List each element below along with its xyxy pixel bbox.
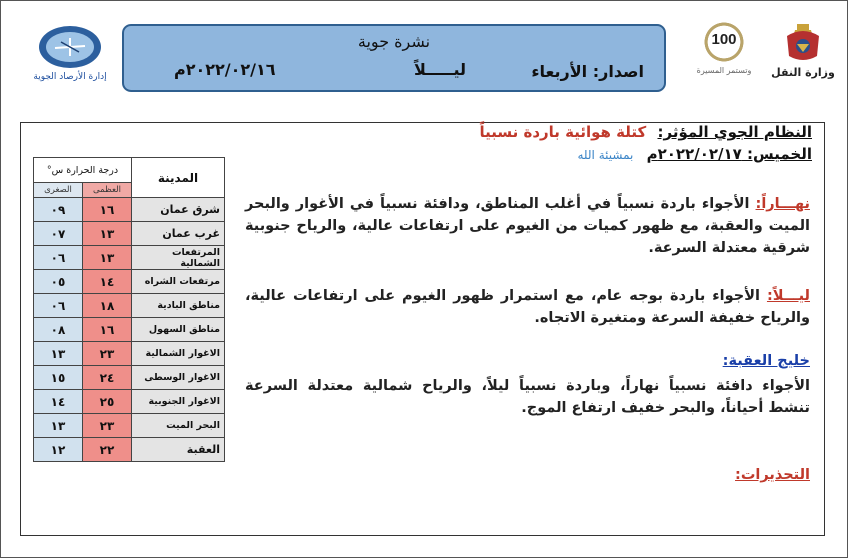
table-row (34, 198, 225, 222)
table-row (34, 294, 225, 318)
min-temp: ٠٦ (34, 246, 83, 270)
centennial-number: 100 (711, 31, 737, 48)
max-temp: ١٦ (83, 318, 132, 342)
period-label: ليـــــلاً (414, 60, 467, 79)
gulf-heading: خليج العقبة: (722, 353, 810, 369)
table-row (34, 366, 225, 390)
issue-date: ٢٠٢٢/٠٢/١٦م (174, 60, 276, 79)
night-heading: ليـــلاً: (766, 288, 810, 304)
table-row (34, 390, 225, 414)
table-row (34, 414, 225, 438)
table-row (34, 318, 225, 342)
temperature-header: درجة الحرارة س° (34, 158, 132, 183)
city-name: الاغوار الشمالية (132, 342, 225, 366)
city-temperature-table (33, 157, 225, 462)
jordan-crest-icon (783, 22, 823, 64)
min-temp: ٠٧ (34, 222, 83, 246)
table-row (34, 270, 225, 294)
max-temp: ١٤ (83, 270, 132, 294)
city-name: مناطق البادية (132, 294, 225, 318)
table-row (34, 438, 225, 462)
city-name: المرتفعات الشمالية (132, 246, 225, 270)
met-department-logo (20, 24, 120, 82)
warnings-heading: التحذيرات: (735, 467, 810, 483)
max-temp: ٢٣ (83, 414, 132, 438)
synoptic-value: كتلة هوائية باردة نسبياً (479, 123, 647, 141)
city-name: البحر الميت (132, 414, 225, 438)
ministry-name: وزارة النقل (771, 66, 835, 79)
max-temp: ٢٢ (83, 438, 132, 462)
min-temp: ٠٥ (34, 270, 83, 294)
ministry-logo (768, 22, 838, 79)
gulf-text: الأجواء دافئة نسبياً نهاراً، وباردة نسبياً ليلاً، والرياح شمالية معتدلة السرعة تنشط أحياناً، والبحر خفيف ارتفاع الموج. (245, 378, 810, 416)
max-temp: ١٨ (83, 294, 132, 318)
table-row (34, 342, 225, 366)
max-temp: ٢٣ (83, 342, 132, 366)
min-temp: ٠٨ (34, 318, 83, 342)
min-temp: ٠٩ (34, 198, 83, 222)
bulletin-title: نشرة جوية (357, 32, 431, 51)
city-name: شرق عمان (132, 198, 225, 222)
night-forecast (245, 285, 810, 329)
city-name: مناطق السهول (132, 318, 225, 342)
max-temp: ١٣ (83, 222, 132, 246)
city-name: غرب عمان (132, 222, 225, 246)
min-temp: ١٣ (34, 414, 83, 438)
bulletin-banner (122, 24, 666, 92)
city-name: الاغوار الجنوبية (132, 390, 225, 414)
max-temp: ٢٤ (83, 366, 132, 390)
max-header: العظمى (83, 183, 132, 198)
synoptic-line (479, 123, 812, 141)
min-temp: ١٢ (34, 438, 83, 462)
city-column-header: المدينة (132, 158, 225, 198)
forecast-panel (20, 122, 825, 536)
day-text: الأجواء باردة نسبياً في أغلب المناطق، ودافئة نسبياً في الأغوار والبحر الميت والعقبة، مع ظهور كميات من الغيوم على ارتفاعات عالية، والرياح جنوبية شرقية معتدلة السرعة. (245, 196, 810, 256)
min-temp: ١٥ (34, 366, 83, 390)
city-name: الاغوار الوسطى (132, 366, 225, 390)
max-temp: ٢٥ (83, 390, 132, 414)
forecast-date: الخميس: ٢٠٢٢/٠٢/١٧م (646, 145, 812, 163)
centennial-logo (688, 20, 760, 75)
blessing-text: بمشيئة الله (577, 148, 634, 162)
table-row (34, 246, 225, 270)
gulf-forecast (245, 375, 810, 419)
min-temp: ١٣ (34, 342, 83, 366)
centennial-seal-icon (702, 20, 746, 64)
max-temp: ١٦ (83, 198, 132, 222)
forecast-date-line (577, 145, 812, 163)
met-department-name: إدارة الأرصاد الجوية (33, 72, 107, 82)
min-temp: ١٤ (34, 390, 83, 414)
day-heading: نهـــاراً: (755, 196, 810, 212)
min-header: الصغرى (34, 183, 83, 198)
city-name: العقبة (132, 438, 225, 462)
issue-label: اصدار: الأربعاء (531, 62, 644, 81)
night-text: الأجواء باردة بوجه عام، مع استمرار ظهور الغيوم على ارتفاعات عالية، والرياح خفيفة السرعة ومتغيرة الاتجاه. (245, 288, 810, 326)
synoptic-label: النظام الجوي المؤثر: (657, 123, 812, 141)
city-name: مرتفعات الشراه (132, 270, 225, 294)
table-row (34, 222, 225, 246)
centennial-caption: وتستمر المسيرة (696, 66, 752, 75)
day-forecast (245, 193, 810, 259)
met-emblem-icon (37, 24, 103, 70)
min-temp: ٠٦ (34, 294, 83, 318)
max-temp: ١٣ (83, 246, 132, 270)
